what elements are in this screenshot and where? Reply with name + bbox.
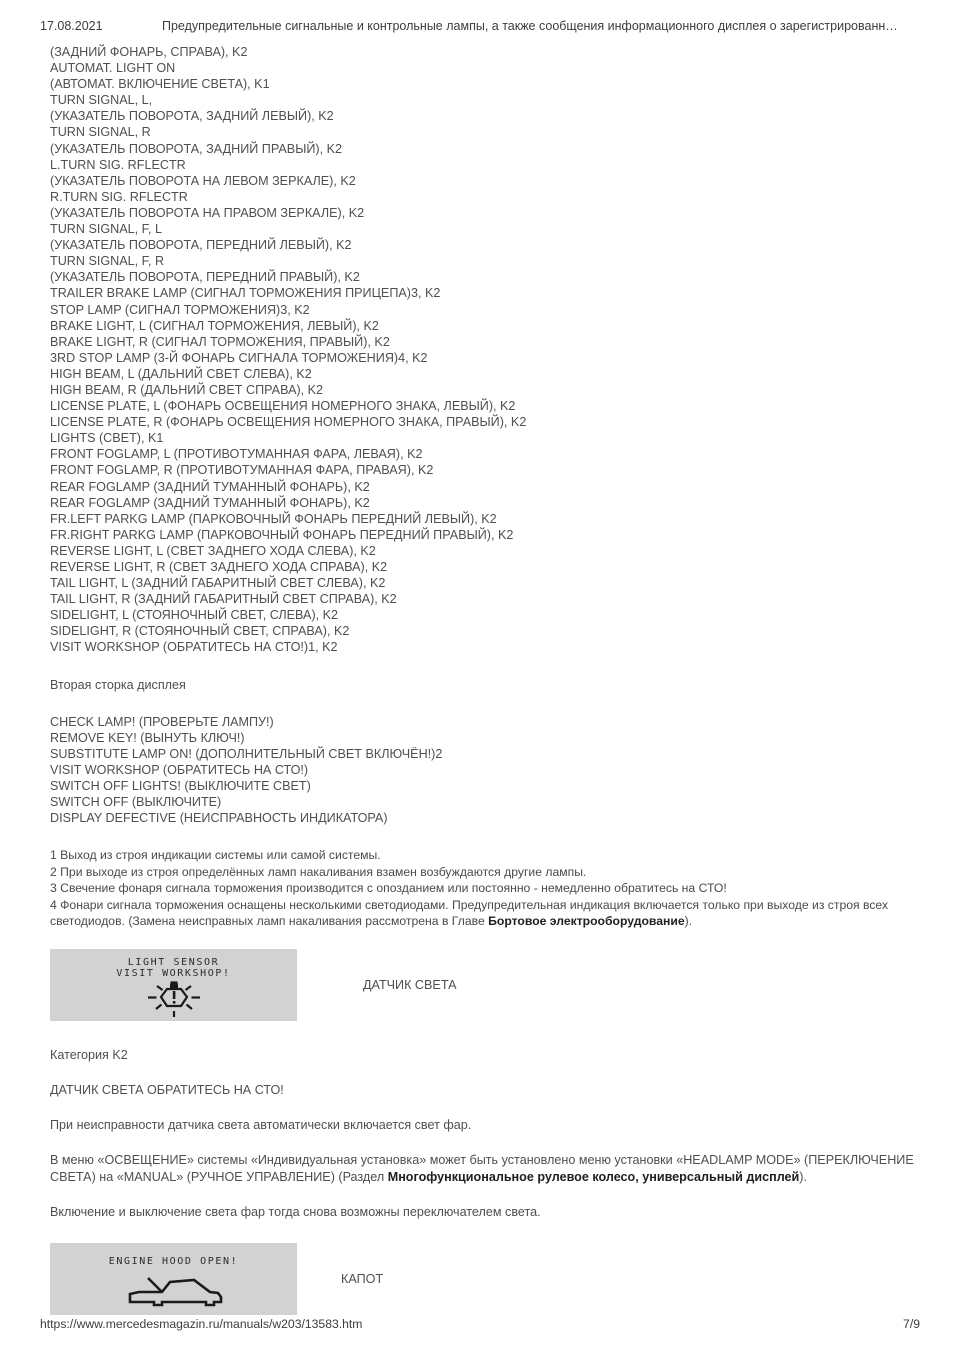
list-item: TAIL LIGHT, L (ЗАДНИЙ ГАБАРИТНЫЙ СВЕТ СЛЕВА), K2 (50, 576, 386, 591)
paragraph-headlamp-mode (50, 1152, 922, 1186)
list-item: R.TURN SIG. RFLECTR (50, 189, 188, 204)
list-item: SWITCH OFF (ВЫКЛЮЧИТЕ) (50, 795, 222, 810)
list-item: HIGH BEAM, L (ДАЛЬНИЙ СВЕТ СЛЕВА), K2 (50, 366, 312, 381)
list-item: VISIT WORKSHOP (ОБРАТИТЕСЬ НА СТО!)1, K2 (50, 640, 338, 655)
footnote-4-text: 4 Фонари сигнала торможения оснащены несколькими светодиодами. Предупредительная индикация включается только при выходе из строя всех светодиодов. (Замена неисправных ламп накаливания рассмотрена в Главе (50, 897, 889, 928)
list-item: TURN SIGNAL, L, (50, 93, 153, 108)
spacer (50, 1021, 936, 1047)
page-footer (40, 1317, 920, 1331)
list-item: FR.LEFT PARKG LAMP (ПАРКОВОЧНЫЙ ФОНАРЬ ПЕРЕДНИЙ ЛЕВЫЙ), K2 (50, 511, 497, 526)
list-item: REVERSE LIGHT, R (СВЕТ ЗАДНЕГО ХОДА СПРАВА), K2 (50, 560, 388, 574)
lcd-line-1: LIGHT SENSOR (127, 957, 220, 969)
spacer (50, 826, 936, 847)
figure-caption: КАПОТ (341, 1272, 384, 1287)
list-item: VISIT WORKSHOP (ОБРАТИТЕСЬ НА СТО!) (50, 762, 309, 777)
list-item: (УКАЗАТЕЛЬ ПОВОРОТА НА ПРАВОМ ЗЕРКАЛЕ), K2 (50, 205, 365, 220)
figure-engine-hood (50, 1243, 936, 1315)
lcd-line-2: VISIT WORKSHOP! (116, 968, 231, 980)
list-item: REVERSE LIGHT, L (СВЕТ ЗАДНЕГО ХОДА СЛЕВА), K2 (50, 543, 376, 558)
footnote-1: 1 Выход из строя индикации системы или самой системы. (50, 848, 381, 863)
footnote-4-tail: ). (684, 913, 693, 928)
list-item: REMOVE KEY! (ВЫНУТЬ КЛЮЧ!) (50, 730, 245, 745)
list-item: (УКАЗАТЕЛЬ ПОВОРОТА, ПЕРЕДНИЙ ЛЕВЫЙ), K2 (50, 238, 352, 253)
list-item: 3RD STOP LAMP (3-Й ФОНАРЬ СИГНАЛА ТОРМОЖЕНИЯ)4, K2 (50, 350, 428, 365)
list-item: FR.RIGHT PARKG LAMP (ПАРКОВОЧНЫЙ ФОНАРЬ ПЕРЕДНИЙ ПРАВЫЙ), K2 (50, 527, 514, 542)
page-header (40, 19, 930, 33)
list-item: LICENSE PLATE, R (ФОНАРЬ ОСВЕЩЕНИЯ НОМЕРНОГО ЗНАКА, ПРАВЫЙ), K2 (50, 415, 527, 430)
list-item: LIGHTS (СВЕТ), K1 (50, 431, 164, 446)
spacer (50, 929, 936, 949)
list-item: REAR FOGLAMP (ЗАДНИЙ ТУМАННЫЙ ФОНАРЬ), K2 (50, 495, 370, 510)
list-item: SIDELIGHT, R (СТОЯНОЧНЫЙ СВЕТ, СПРАВА), K2 (50, 624, 350, 639)
instrument-display-image (50, 1243, 297, 1315)
footer-url: https://www.mercedesmagazin.ru/manuals/w203/13583.htm (40, 1317, 363, 1331)
spacer (50, 656, 936, 677)
display-message-list (50, 714, 936, 827)
instrument-display-image (50, 949, 297, 1021)
list-item: SUBSTITUTE LAMP ON! (ДОПОЛНИТЕЛЬНЫЙ СВЕТ ВКЛЮЧЁН!)2 (50, 746, 443, 761)
list-item: AUTOMAT. LIGHT ON (50, 61, 176, 76)
list-item: SWITCH OFF LIGHTS! (ВЫКЛЮЧИТЕ СВЕТ) (50, 779, 311, 794)
list-item: (УКАЗАТЕЛЬ ПОВОРОТА, ЗАДНИЙ ЛЕВЫЙ), K2 (50, 109, 334, 124)
list-item: BRAKE LIGHT, L (СИГНАЛ ТОРМОЖЕНИЯ, ЛЕВЫЙ), K2 (50, 318, 379, 333)
list-item: (ЗАДНИЙ ФОНАРЬ, СПРАВА), K2 (50, 45, 248, 59)
list-item: CHECK LAMP! (ПРОВЕРЬТЕ ЛАМПУ!) (50, 714, 274, 729)
light-bulb-warning-icon (145, 979, 203, 1021)
list-item: (УКАЗАТЕЛЬ ПОВОРОТА, ПЕРЕДНИЙ ПРАВЫЙ), K2 (50, 270, 360, 285)
spacer (50, 1221, 936, 1243)
list-item: (УКАЗАТЕЛЬ ПОВОРОТА НА ЛЕВОМ ЗЕРКАЛЕ), K2 (50, 173, 356, 188)
category-label: Категория K2 (50, 1048, 128, 1063)
footnotes (50, 847, 922, 929)
car-hood-open-icon (118, 1272, 230, 1315)
list-item: (АВТОМАТ. ВКЛЮЧЕНИЕ СВЕТА), K1 (50, 77, 270, 92)
page-content (50, 44, 936, 1315)
figure-caption: ДАТЧИК СВЕТА (363, 978, 457, 993)
spacer (50, 1099, 936, 1117)
footer-page-number: 7/9 (903, 1317, 920, 1331)
paragraph-headlamp-mode-tail: ). (799, 1170, 807, 1185)
paragraph-auto-headlights: При неисправности датчика света автоматически включается свет фар. (50, 1118, 472, 1133)
second-display-line-heading: Вторая сторка дисплея (50, 677, 186, 692)
spacer (50, 693, 936, 714)
paragraph-section-ref: Многофункциональное рулевое колесо, универсальный дисплей (387, 1170, 800, 1185)
list-item: TURN SIGNAL, F, R (50, 254, 165, 269)
footnote-4-chapter-ref: Бортовое электрооборудование (488, 913, 685, 928)
spacer (50, 1064, 936, 1082)
lcd-line-1: ENGINE HOOD OPEN! (108, 1256, 239, 1268)
list-item: TURN SIGNAL, F, L (50, 222, 162, 237)
footnote-2: 2 При выходе из строя определённых ламп накаливания взамен возбуждаются другие лампы. (50, 864, 587, 879)
list-item: REAR FOGLAMP (ЗАДНИЙ ТУМАННЫЙ ФОНАРЬ), K2 (50, 479, 370, 494)
lamp-list (50, 44, 936, 656)
list-item: LICENSE PLATE, L (ФОНАРЬ ОСВЕЩЕНИЯ НОМЕРНОГО ЗНАКА, ЛЕВЫЙ), K2 (50, 399, 516, 414)
figure-light-sensor (50, 949, 936, 1021)
list-item: L.TURN SIG. RFLECTR (50, 157, 186, 172)
list-item: FRONT FOGLAMP, L (ПРОТИВОТУМАННАЯ ФАРА, ЛЕВАЯ), K2 (50, 447, 423, 462)
footnote-3: 3 Свечение фонаря сигнала торможения производится с опозданием или постоянно - немедленно обратитесь на СТО! (50, 881, 727, 896)
list-item: SIDELIGHT, L (СТОЯНОЧНЫЙ СВЕТ, СЛЕВА), K2 (50, 608, 339, 623)
header-date: 17.08.2021 (40, 19, 103, 33)
paragraph-light-switch: Включение и выключение света фар тогда снова возможны переключателем света. (50, 1205, 541, 1220)
list-item: FRONT FOGLAMP, R (ПРОТИВОТУМАННАЯ ФАРА, ПРАВАЯ), K2 (50, 463, 434, 478)
header-title: Предупредительные сигнальные и контрольные лампы, а также сообщения информационного дисплея о зарегистрированн… (162, 19, 898, 33)
list-item: BRAKE LIGHT, R (СИГНАЛ ТОРМОЖЕНИЯ, ПРАВЫЙ), K2 (50, 334, 390, 349)
list-item: STOP LAMP (СИГНАЛ ТОРМОЖЕНИЯ)3, K2 (50, 302, 310, 317)
spacer (50, 1134, 936, 1152)
paragraph-headlamp-mode-text: В меню «ОСВЕЩЕНИЕ» системы «Индивидуальная установка» может быть установлено меню установки «HEADLAMP MODE» (ПЕРЕКЛЮЧЕНИЕ СВЕТА) на «MANUAL» (РУЧНОЕ УПРАВЛЕНИЕ) (Раздел (50, 1153, 914, 1185)
list-item: TRAILER BRAKE LAMP (СИГНАЛ ТОРМОЖЕНИЯ ПРИЦЕПА)3, K2 (50, 286, 441, 301)
list-item: HIGH BEAM, R (ДАЛЬНИЙ СВЕТ СПРАВА), K2 (50, 382, 324, 397)
list-item: TURN SIGNAL, R (50, 125, 151, 140)
footnote-4 (50, 897, 922, 930)
list-item: TAIL LIGHT, R (ЗАДНИЙ ГАБАРИТНЫЙ СВЕТ СПРАВА), K2 (50, 592, 397, 607)
list-item: DISPLAY DEFECTIVE (НЕИСПРАВНОСТЬ ИНДИКАТОРА) (50, 811, 388, 826)
display-message-text: ДАТЧИК СВЕТА ОБРАТИТЕСЬ НА СТО! (50, 1083, 284, 1098)
spacer (50, 1186, 936, 1204)
list-item: (УКАЗАТЕЛЬ ПОВОРОТА, ЗАДНИЙ ПРАВЫЙ), K2 (50, 141, 343, 156)
